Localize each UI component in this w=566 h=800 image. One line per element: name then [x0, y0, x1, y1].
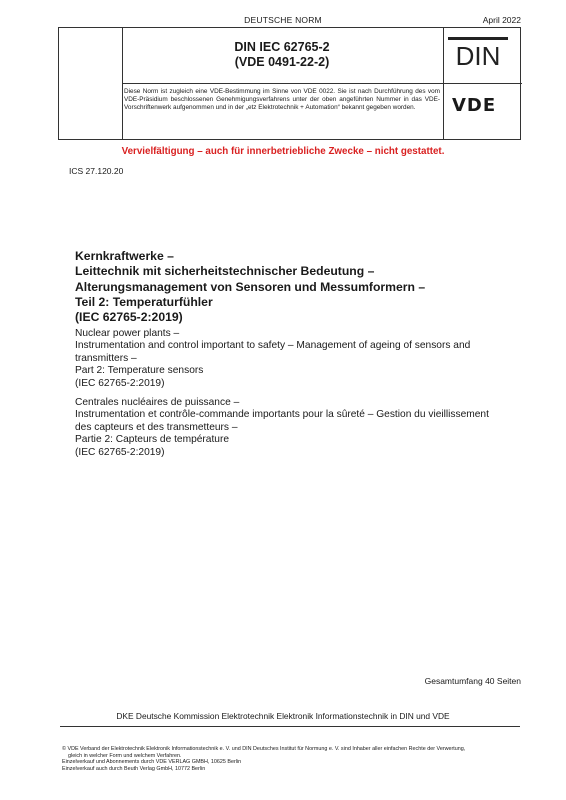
title-fr-line: des capteurs et des transmetteurs – [75, 421, 238, 433]
box-divider-middle [122, 83, 522, 84]
ics-code: ICS 27.120.20 [69, 166, 124, 176]
din-logo-text: DIN [455, 41, 501, 70]
vde-note: Diese Norm ist zugleich eine VDE-Bestimmung im Sinne von VDE 0022. Sie ist nach Durchführung des vom VDE-Präsidium beschlossenen Genehmigungsverfahrens unter der oben angeführten Nummer in das VDE-Vorschriftenwerk aufgenommen und in der „etz Elektrotechnik + Automation“ bekannt gegeben worden. [124, 88, 440, 112]
vde-logo: VDE [452, 95, 497, 116]
title-en-line: Instrumentation and control important to safety – Management of ageing of sensors and [75, 340, 471, 352]
standard-number-vde: (VDE 0491-22-2) [234, 55, 330, 69]
footer-line: gleich in welcher Form und welchem Verfahren. [68, 752, 182, 759]
footer-line: © VDE Verband der Elektrotechnik Elektronik Informationstechnik e. V. und DIN Deutsches Institut für Normung e. V. sind Inhaber aller einfachen Rechte der Verwertung, [62, 746, 466, 752]
title-en-line: transmitters – [75, 352, 137, 364]
footer-line: Einzelverkauf auch durch Beuth Verlag GmbH, 10772 Berlin [62, 765, 206, 772]
title-de-line: Alterungsmanagement von Sensoren und Messumformern – [75, 279, 426, 294]
title-fr-line: Partie 2: Capteurs de température [75, 434, 230, 446]
title-de-line: Kernkraftwerke – [75, 249, 174, 263]
footer-rule [60, 726, 520, 727]
title-de-line: (IEC 62765-2:2019) [75, 310, 183, 325]
title-fr-line: Instrumentation et contrôle-commande importants pour la sûreté – Gestion du vieillissement [75, 409, 489, 421]
title-de-line: Leittechnik mit sicherheitstechnischer Bedeutung – [75, 264, 375, 279]
header-norm-label: DEUTSCHE NORM [244, 15, 322, 25]
standard-number [122, 40, 442, 70]
title-english [75, 328, 515, 390]
header-date: April 2022 [482, 15, 521, 25]
title-en-line: Part 2: Temperature sensors [75, 365, 204, 377]
dke-line: DKE Deutsche Kommission Elektrotechnik Elektronik Informationstechnik in DIN und VDE [116, 711, 450, 721]
din-logo [446, 36, 510, 70]
title-fr-line: Centrales nucléaires de puissance – [75, 397, 240, 408]
title-french [75, 397, 515, 459]
footer-copyright [62, 746, 532, 772]
footer-line: Einzelverkauf und Abonnements durch VDE VERLAG GMBH, 10625 Berlin [62, 759, 242, 766]
title-german [75, 249, 515, 325]
title-en-line: Nuclear power plants – [75, 328, 180, 339]
total-pages: Gesamtumfang 40 Seiten [424, 676, 521, 686]
title-fr-line: (IEC 62765-2:2019) [75, 446, 165, 458]
title-en-line: (IEC 62765-2:2019) [75, 377, 165, 389]
standard-number-din: DIN IEC 62765-2 [234, 40, 330, 54]
title-de-line: Teil 2: Temperaturfühler [75, 294, 213, 309]
copy-warning: Vervielfältigung – auch für innerbetriebliche Zwecke – nicht gestattet. [121, 146, 445, 157]
